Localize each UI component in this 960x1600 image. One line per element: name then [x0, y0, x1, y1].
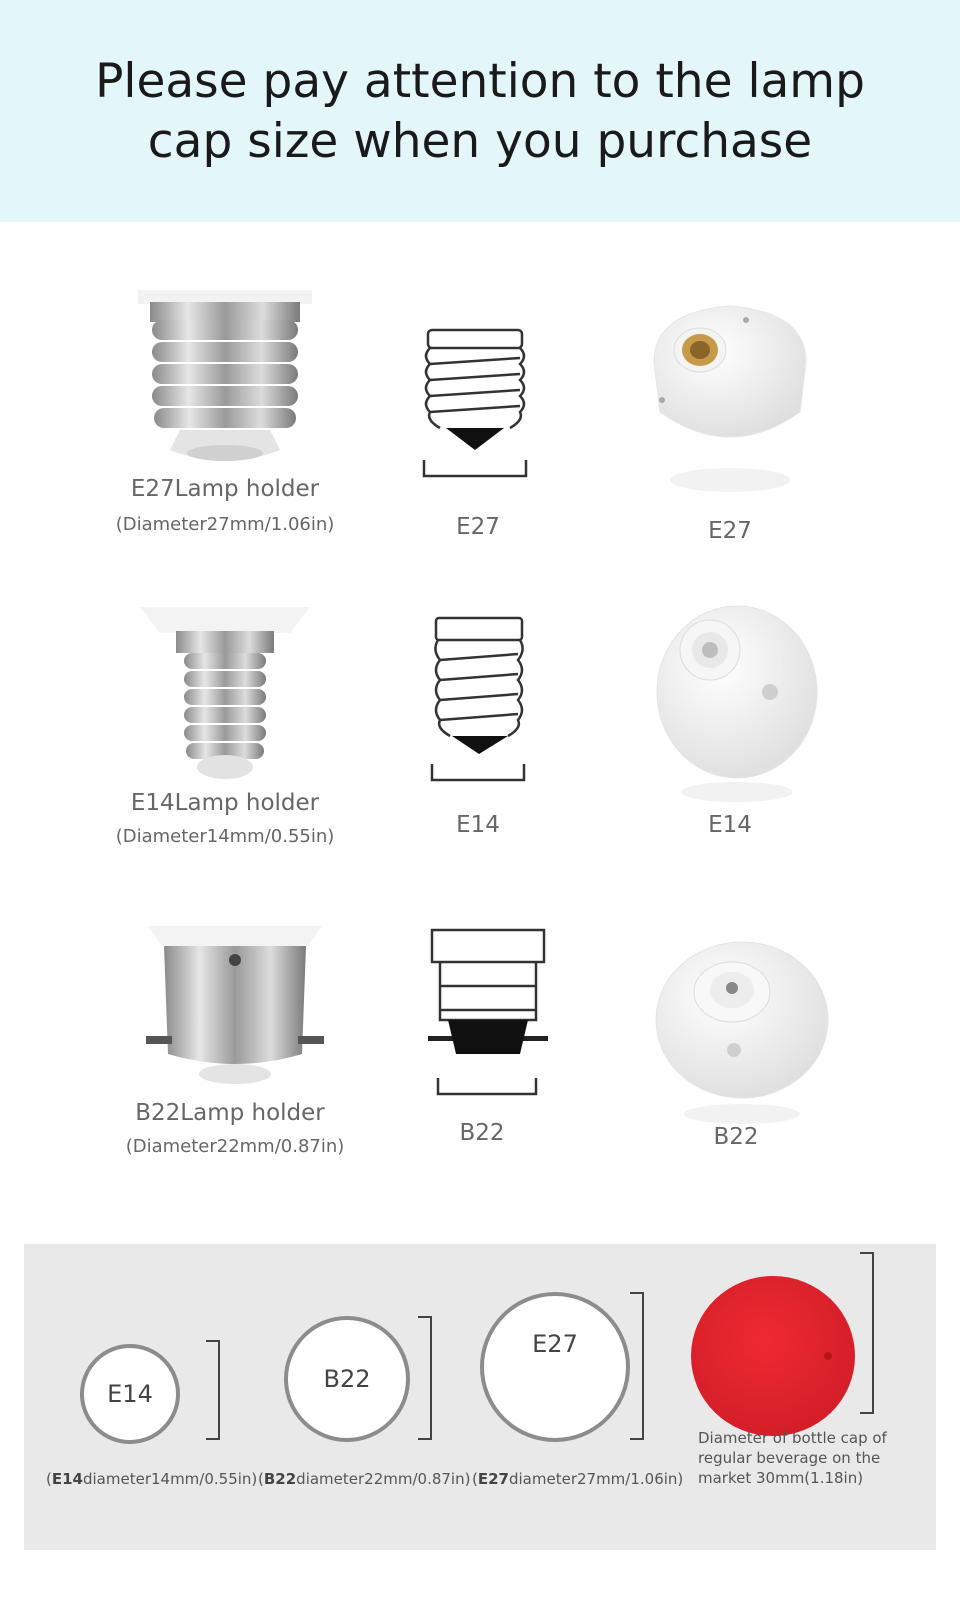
e27-caption-bold: E27 — [477, 1470, 509, 1488]
b22-circle-label: B22 — [323, 1365, 371, 1393]
e14-holder-label: E14Lamp holder — [130, 790, 320, 816]
bottle-cap-note: Diameter of bottle cap of regular beverage on the market 30mm(1.18in) — [698, 1429, 887, 1487]
e14-size-circle — [80, 1344, 180, 1444]
e27-diagram — [420, 328, 530, 484]
e27-socket-label: E27 — [708, 518, 752, 544]
title-line-1: Please pay attention to the lamp — [95, 54, 865, 109]
e27-cap-photo — [130, 290, 320, 470]
header-banner — [0, 0, 960, 222]
b22-caption-bold: B22 — [263, 1470, 297, 1488]
e14-cap-photo — [140, 605, 310, 785]
b22-size-bracket — [418, 1316, 432, 1440]
b22-caption-text: diameter22mm/0.87in — [296, 1470, 465, 1488]
page-title — [0, 52, 960, 172]
b22-diagram-label: B22 — [459, 1120, 505, 1146]
b22-socket-label: B22 — [713, 1124, 759, 1150]
e14-size-bracket — [206, 1340, 220, 1440]
e27-size-bracket — [630, 1292, 644, 1440]
e27-size-circle — [480, 1292, 630, 1442]
e27-circle-label: E27 — [532, 1330, 578, 1358]
e14-diagram — [430, 616, 530, 784]
e27-size-caption: (E27diameter27mm/1.06in) — [472, 1470, 684, 1488]
e14-socket-photo — [652, 600, 822, 810]
e14-caption-text: diameter14mm/0.55in — [82, 1470, 252, 1488]
size-comparison-panel — [24, 1244, 936, 1550]
title-line-2: cap size when you purchase — [147, 114, 813, 169]
e14-circle-label: E14 — [107, 1380, 153, 1408]
bottle-cap-bracket — [860, 1252, 874, 1414]
e14-caption-bold: E14 — [51, 1470, 83, 1488]
b22-cap-photo — [140, 924, 330, 1094]
e27-holder-sub: (Diameter27mm/1.06in) — [115, 514, 335, 535]
e27-socket-photo — [650, 292, 810, 502]
b22-holder-label: B22Lamp holder — [135, 1100, 325, 1126]
e27-holder-label: E27Lamp holder — [130, 476, 320, 502]
e14-holder-sub: (Diameter14mm/0.55in) — [115, 826, 335, 847]
e14-size-caption: (E14diameter14mm/0.55in) — [46, 1470, 258, 1488]
e27-diagram-label: E27 — [456, 514, 500, 540]
b22-holder-sub: (Diameter22mm/0.87in) — [125, 1136, 345, 1157]
bottle-cap-image — [688, 1274, 858, 1438]
e27-caption-text: diameter27mm/1.06in — [508, 1470, 678, 1488]
b22-size-caption: (B22diameter22mm/0.87in) — [258, 1470, 471, 1488]
b22-diagram — [428, 928, 548, 1102]
e14-socket-label: E14 — [708, 812, 752, 838]
b22-socket-photo — [652, 930, 832, 1130]
b22-size-circle — [284, 1316, 410, 1442]
e14-diagram-label: E14 — [456, 812, 500, 838]
